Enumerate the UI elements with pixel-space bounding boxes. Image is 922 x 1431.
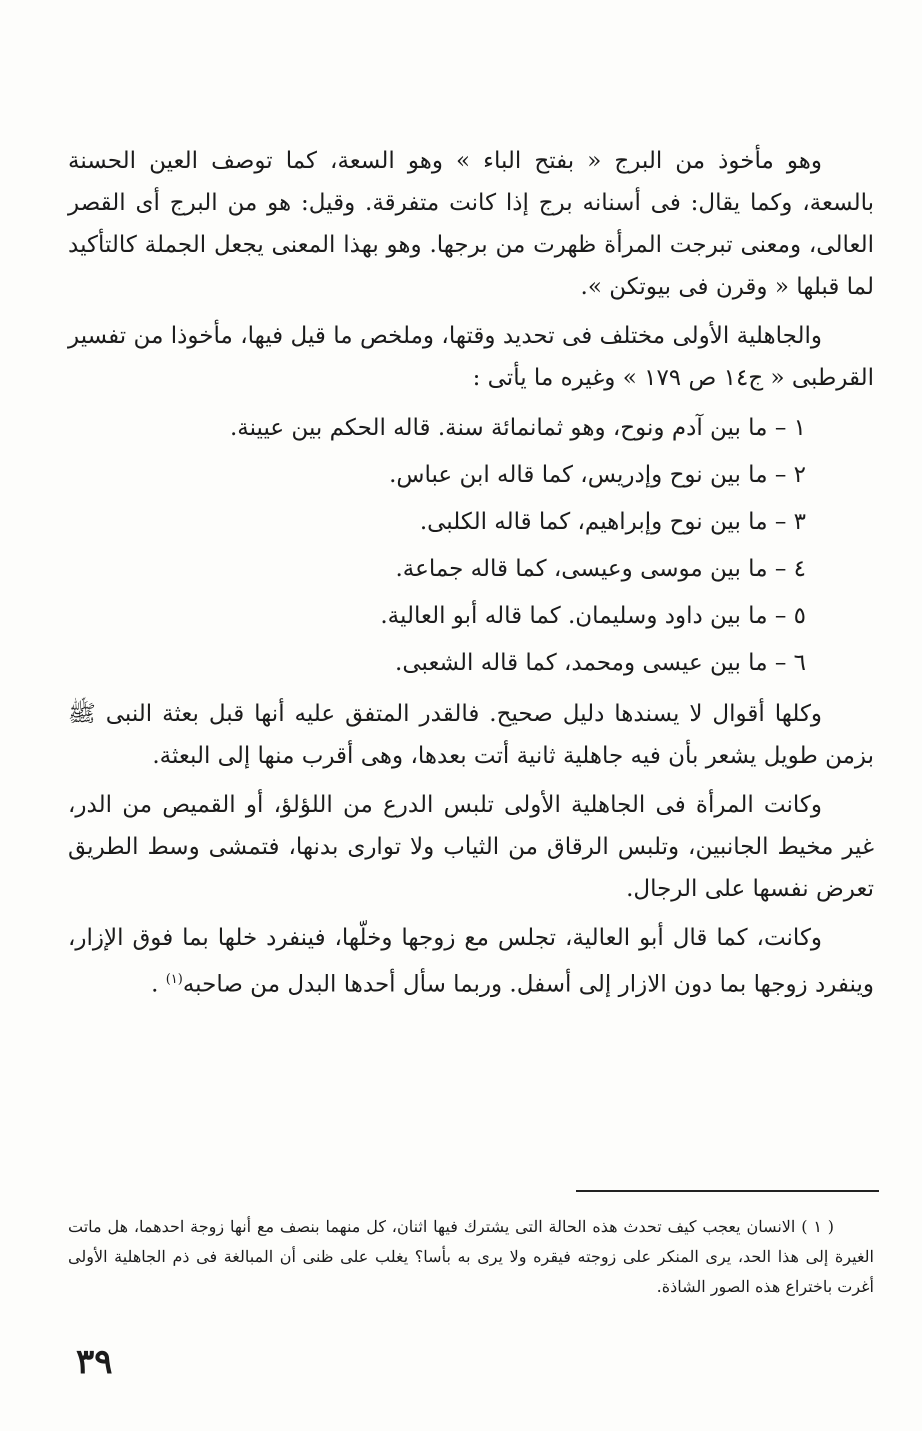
paragraph-2: والجاهلية الأولى مختلف فى تحديد وقتها، وملخص ما قيل فيها، مأخوذا من تفسير القرطبى « ج١٤ ص ١٧٩ » وغيره ما يأتى :: [68, 323, 874, 391]
page-number: ٣٩: [76, 1342, 113, 1382]
paragraph-5: [68, 917, 874, 1006]
paragraph-5-text: وكانت، كما قال أبو العالية، تجلس مع زوجها وخلّها، فينفرد خلها بما فوق الإزار، وينفرد زوجها بما دون الازار إلى أسفل. وربما سأل أحدها البدل من صاحبه: [68, 925, 874, 998]
paragraph-5-end: .: [151, 971, 166, 998]
paragraph-3: وكلها أقوال لا يسندها دليل صحيح. فالقدر المتفق عليه أنها قبل بعثة النبى ﷺ بزمن طويل يشعر بأن فيه جاهلية ثانية أتت بعدها، وهى أقرب منها إلى البعثة.: [68, 701, 874, 769]
eras-list: [68, 405, 874, 687]
footnote-marker: (١): [165, 972, 183, 987]
list-item: ١ – ما بين آدم ونوح، وهو ثمانمائة سنة. قاله الحكم بين عيينة.: [229, 415, 806, 441]
list-item: ٤ – ما بين موسى وعيسى، كما قاله جماعة.: [395, 556, 806, 582]
list-item: ٦ – ما بين عيسى ومحمد، كما قاله الشعبى.: [395, 650, 806, 676]
main-text: [68, 140, 874, 1006]
footnote: [68, 1212, 874, 1302]
list-item: ٥ – ما بين داود وسليمان. كما قاله أبو العالية.: [380, 603, 806, 629]
footnote-text: ( ١ ) الانسان يعجب كيف تحدث هذه الحالة التى يشترك فيها اثنان، كل منهما بنصف مع أنها زوجة احدهما، هل ماتت الغيرة إلى هذا الحد، يرى المنكر على زوجته فيقره ولا يرى به بأسا؟ يغلب على ظنى أن المبالغة فى ذم الجاهلية الأولى أغرت باختراع هذه الصور الشاذة.: [68, 1217, 874, 1296]
list-item: ٣ – ما بين نوح وإبراهيم، كما قاله الكلبى.: [419, 509, 806, 535]
footnote-divider: [576, 1190, 879, 1192]
list-item: ٢ – ما بين نوح وإدريس، كما قاله ابن عباس.: [389, 462, 806, 488]
paragraph-4: وكانت المرأة فى الجاهلية الأولى تلبس الدرع من اللؤلؤ، أو القميص من الدر، غير مخيط الجانبين، وتلبس الرقاق من الثياب ولا توارى بدنها، فتمشى وسط الطريق تعرض نفسها على الرجال.: [68, 792, 874, 902]
paragraph-1: وهو مأخوذ من البرج « بفتح الباء » وهو السعة، كما توصف العين الحسنة بالسعة، وكما يقال: فى أسنانه برج إذا كانت متفرقة. وقيل: هو من البرج أى القصر العالى، ومعنى تبرجت المرأة ظهرت من برجها. وهو بهذا المعنى يجعل الجملة كالتأكيد لما قبلها « وقرن فى بيوتكن ».: [68, 148, 874, 300]
